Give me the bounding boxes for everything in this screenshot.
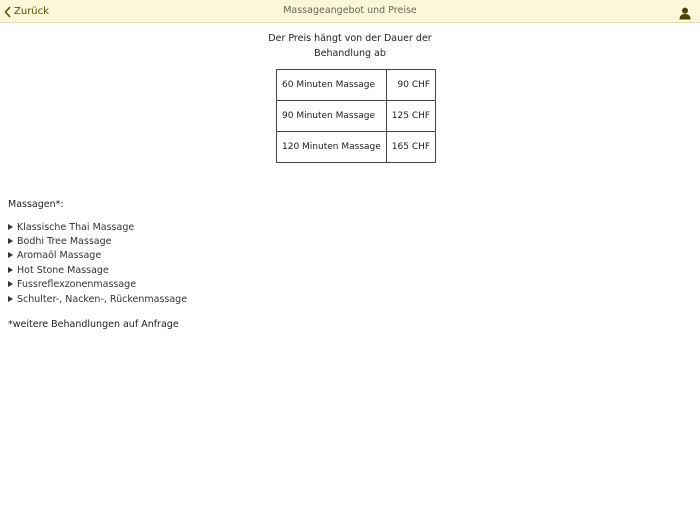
- bullet-triangle-icon: [8, 238, 13, 244]
- bullet-triangle-icon: [8, 267, 13, 273]
- price-intro-text: [240, 31, 460, 61]
- bullet-triangle-icon: [8, 252, 13, 258]
- massage-name: Schulter-, Nacken-, Rückenmassage: [17, 293, 188, 305]
- page-title: Massageangebot und Preise: [283, 5, 417, 16]
- massage-name: Klassische Thai Massage: [17, 221, 135, 233]
- navigation-bar: [0, 0, 700, 23]
- price-table: [276, 69, 436, 163]
- list-item: [8, 234, 187, 248]
- bullet-triangle-icon: [8, 224, 13, 230]
- intro-line-2: Behandlung ab: [314, 48, 386, 59]
- duration-cell: 90 Minuten Massage: [277, 101, 387, 132]
- massage-list: [8, 220, 187, 306]
- massage-name: Hot Stone Massage: [17, 264, 109, 276]
- list-item: [8, 249, 187, 263]
- list-item: [8, 278, 187, 292]
- massage-name: Fussreflexzonenmassage: [17, 279, 137, 291]
- list-item: [8, 292, 187, 306]
- massages-heading: Massagen*:: [8, 199, 64, 210]
- duration-cell: 120 Minuten Massage: [277, 132, 387, 163]
- price-cell: 165 CHF: [386, 132, 435, 163]
- price-cell: 125 CHF: [386, 101, 435, 132]
- bullet-triangle-icon: [8, 296, 13, 302]
- footnote-text: *weitere Behandlungen auf Anfrage: [8, 319, 179, 330]
- price-row: [277, 101, 436, 132]
- duration-cell: 60 Minuten Massage: [277, 70, 387, 101]
- list-item: [8, 220, 187, 234]
- price-row: [277, 70, 436, 101]
- price-row: [277, 132, 436, 163]
- bullet-triangle-icon: [8, 281, 13, 287]
- user-button[interactable]: [679, 5, 691, 18]
- back-button-label: Zurück: [14, 6, 49, 17]
- massage-name: Bodhi Tree Massage: [17, 236, 112, 248]
- intro-line-1: Der Preis hängt von der Dauer der: [268, 33, 432, 44]
- price-cell: 90 CHF: [386, 70, 435, 101]
- list-item: [8, 263, 187, 277]
- person-icon: [679, 7, 691, 20]
- massage-name: Aromaöl Massage: [17, 250, 102, 262]
